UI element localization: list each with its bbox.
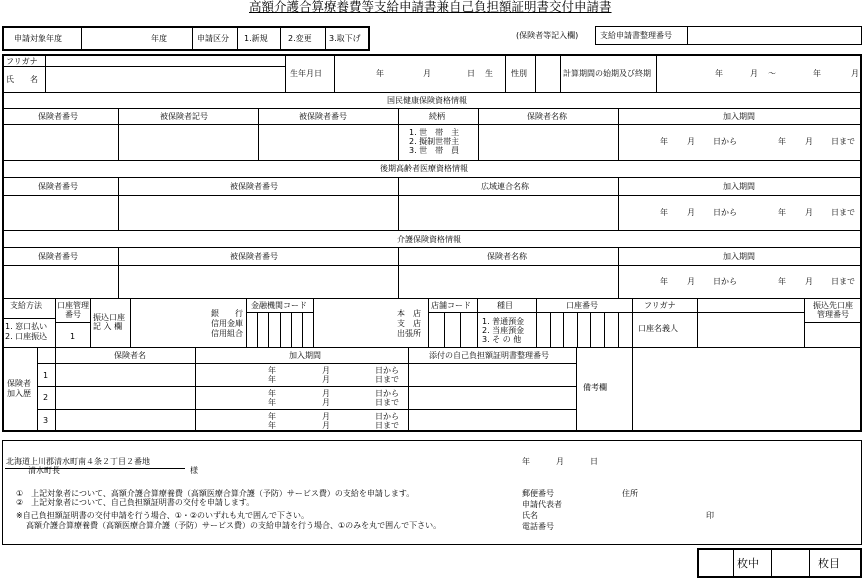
holder-furigana-label: フリガナ [644, 301, 676, 310]
bank-type-shinkin[interactable]: 信用金庫 [211, 319, 243, 328]
period-label: 計算期間の始期及び終期 [563, 69, 651, 78]
period-end-year: 年 [813, 69, 821, 78]
account-number-label: 口座番号 [566, 301, 598, 310]
sign-date-year: 年 [522, 457, 530, 466]
declaration-item-1: ① 上記対象者について、高額介護合算療養費（高額医療合算介護（予防）サービス費）の支給を申請します。 [16, 489, 415, 498]
seal-label: 印 [706, 511, 714, 520]
period-gatsu: 月 [322, 398, 330, 407]
period-kara: 日から [375, 389, 399, 398]
period-kara: 日から [375, 412, 399, 421]
kaigo-col-insurer-name: 保険者名称 [487, 252, 527, 261]
declaration-note-1: ※自己負担額証明書の交付申請を行う場合、①・②のいずれも丸で囲んで下さい。 [16, 511, 310, 520]
period-nen: 年 [268, 366, 276, 375]
option-withdraw[interactable]: 3.取下げ [329, 34, 361, 43]
bank-type-kumiai[interactable]: 信用組合 [211, 329, 243, 338]
period-nen: 年 [268, 412, 276, 421]
period-end-month: 月 [851, 69, 859, 78]
period-gatsu: 月 [322, 375, 330, 384]
account-mgmt-label: 口座管理 [57, 301, 89, 310]
option-new[interactable]: 1.新規 [244, 34, 268, 43]
account-type-3[interactable]: 3. そ の 他 [482, 335, 522, 344]
kaigo-col-insurer-no: 保険者番号 [38, 252, 78, 261]
remarks-label: 備考欄 [583, 383, 607, 392]
phone-label: 電話番号 [522, 522, 554, 531]
period-nen: 年 [778, 208, 786, 217]
kokuho-col-period: 加入期間 [723, 112, 755, 121]
pages-total-label: 枚中 [737, 557, 759, 570]
address-label: 住所 [622, 489, 638, 498]
period-made: 日まで [375, 375, 399, 384]
dest-mgmt-label: 振込先口座 [813, 301, 853, 310]
period-gatsu: 月 [322, 421, 330, 430]
transfer-field-label: 振込口座 [93, 313, 125, 322]
birth-day: 日 [467, 69, 475, 78]
account-type-label: 種目 [497, 301, 513, 310]
period-kara: 日から [375, 366, 399, 375]
period-nen: 年 [268, 398, 276, 407]
period-start-year: 年 [715, 69, 723, 78]
period-tilde: 〜 [768, 69, 776, 78]
nendo-label: 年度 [151, 34, 167, 43]
period-made: 日まで [375, 398, 399, 407]
seiri-label: 支給申請書整理番号 [600, 31, 672, 40]
sama-label: 様 [190, 466, 198, 475]
history-row-3: 3 [43, 416, 49, 425]
bank-type-bank[interactable]: 銀 行 [211, 309, 243, 318]
history-label: 保険者 [7, 379, 31, 388]
period-made: 日まで [831, 208, 855, 217]
period-nen: 年 [660, 137, 668, 146]
history-col-cert-no: 添付の自己負担額証明書整理番号 [429, 351, 549, 360]
name-label: 氏 名 [6, 75, 38, 84]
target-year-label: 申請対象年度 [14, 34, 62, 43]
kouki-col-insurer-no: 保険者番号 [38, 182, 78, 191]
kubun-label: 申請区分 [197, 34, 229, 43]
account-mgmt-label2: 番号 [65, 310, 81, 319]
account-holder-label: 口座名義人 [638, 324, 678, 333]
mayor-label: 清水町長 [28, 466, 60, 475]
period-gatsu: 月 [687, 208, 695, 217]
period-gatsu: 月 [805, 208, 813, 217]
history-col-insurer: 保険者名 [114, 351, 146, 360]
transfer-field-label2: 記 入 欄 [93, 322, 123, 331]
period-gatsu: 月 [322, 366, 330, 375]
kaigo-col-insured-no: 被保険者番号 [230, 252, 278, 261]
form-title: 高額介護合算療養費等支給申請書兼自己負担額証明書交付申請書 [249, 0, 612, 14]
period-made: 日まで [375, 421, 399, 430]
birth-month: 月 [423, 69, 431, 78]
relation-option-1[interactable]: 1. 世 帯 主 [409, 128, 460, 137]
period-gatsu: 月 [805, 137, 813, 146]
payment-method-label: 支給方法 [10, 301, 42, 310]
history-row-1: 1 [43, 371, 49, 380]
method-window[interactable]: 1. 窓口払い [5, 322, 48, 331]
branch-type-branch[interactable]: 支 店 [397, 319, 421, 328]
period-nen: 年 [268, 389, 276, 398]
period-gatsu: 月 [805, 277, 813, 286]
kaigo-col-period: 加入期間 [723, 252, 755, 261]
birth-year: 年 [376, 69, 384, 78]
kokuho-col-symbol: 被保険者記号 [160, 112, 208, 121]
kokuho-col-insured-no: 被保険者番号 [299, 112, 347, 121]
birth-label: 生年月日 [290, 69, 322, 78]
method-transfer[interactable]: 2. 口座振込 [5, 332, 48, 341]
period-nen: 年 [778, 277, 786, 286]
rep-name-label: 氏名 [522, 511, 538, 520]
pages-current-label: 枚目 [818, 557, 840, 570]
account-mgmt-value: 1 [70, 332, 76, 341]
representative-label: 申請代表者 [522, 500, 562, 509]
kokuho-header: 国民健康保険資格情報 [387, 96, 467, 105]
office-address: 北海道上川郡清水町南４条２丁目２番地 [6, 457, 150, 466]
kokuho-col-insurer-name: 保険者名称 [527, 112, 567, 121]
period-gatsu: 月 [322, 389, 330, 398]
furigana-label: フリガナ [6, 57, 38, 66]
history-label2: 加入歴 [7, 389, 31, 398]
relation-option-2[interactable]: 2. 擬制世帯主 [409, 137, 460, 146]
period-start-month: 月 [750, 69, 758, 78]
declaration-note-2: 高額介護合算療養費（高額医療合算介護（予防）サービス費）の支給申請を行う場合、①のみを丸で囲んで下さい。 [26, 521, 442, 530]
sign-date-month: 月 [556, 457, 564, 466]
period-kara: 日から [713, 208, 737, 217]
period-gatsu: 月 [322, 412, 330, 421]
kouki-col-period: 加入期間 [723, 182, 755, 191]
kouki-col-union: 広域連合名称 [481, 182, 529, 191]
period-made: 日まで [831, 277, 855, 286]
bank-code-label: 金融機関コード [251, 301, 307, 310]
period-gatsu: 月 [687, 277, 695, 286]
sign-date-day: 日 [590, 457, 598, 466]
postal-label: 郵便番号 [522, 489, 554, 498]
branch-type-office[interactable]: 出張所 [397, 329, 421, 338]
kouki-header: 後期高齢者医療資格情報 [380, 164, 468, 173]
insurer-note: (保険者等記入欄) [516, 31, 579, 40]
period-nen: 年 [778, 137, 786, 146]
period-nen: 年 [268, 375, 276, 384]
period-nen: 年 [660, 208, 668, 217]
birth-sei: 生 [485, 69, 493, 78]
account-type-1[interactable]: 1. 普通預金 [482, 317, 525, 326]
period-nen: 年 [268, 421, 276, 430]
kokuho-col-insurer-no: 保険者番号 [38, 112, 78, 121]
option-change[interactable]: 2.変更 [288, 34, 312, 43]
branch-code-label: 店舗コード [431, 301, 471, 310]
kouki-col-insured-no: 被保険者番号 [230, 182, 278, 191]
period-gatsu: 月 [687, 137, 695, 146]
dest-mgmt-label2: 管理番号 [817, 310, 849, 319]
period-kara: 日から [713, 277, 737, 286]
period-nen: 年 [660, 277, 668, 286]
period-made: 日まで [831, 137, 855, 146]
history-row-2: 2 [43, 393, 49, 402]
sex-label: 性別 [511, 69, 527, 78]
kaigo-header: 介護保険資格情報 [397, 235, 461, 244]
relation-option-3[interactable]: 3. 世 帯 員 [409, 146, 460, 155]
period-kara: 日から [713, 137, 737, 146]
declaration-item-2: ② 上記対象者について、自己負担額証明書の交付を申請します。 [16, 498, 255, 507]
history-col-period: 加入期間 [289, 351, 321, 360]
branch-type-main[interactable]: 本 店 [397, 309, 421, 318]
kokuho-col-relation: 続柄 [429, 112, 445, 121]
account-type-2[interactable]: 2. 当座預金 [482, 326, 525, 335]
